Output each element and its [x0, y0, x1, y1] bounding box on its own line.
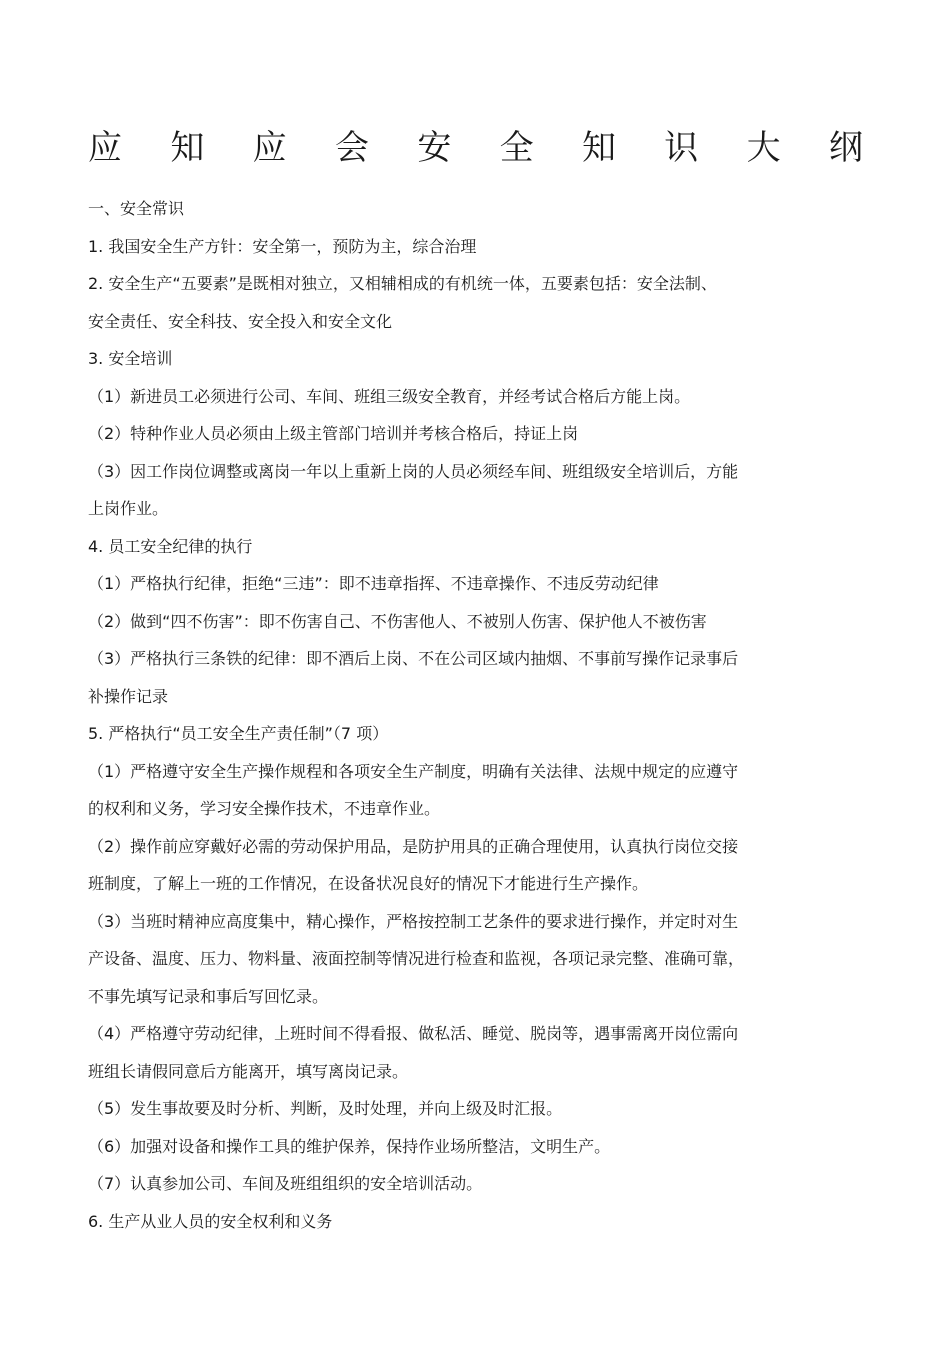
page-title	[88, 120, 863, 176]
text-line: 班组长请假同意后方能离开，填写离岗记录。	[88, 1061, 409, 1081]
text-line: 产设备、温度、压力、物料量、液面控制等情况进行检查和监视，各项记录完整、准确可靠，	[88, 949, 745, 968]
text-line: 1. 我国安全生产方针：安全第一，预防为主，综合治理	[88, 236, 477, 256]
title-char: 应	[88, 128, 122, 168]
text-line: （3）严格执行三条铁的纪律：即不酒后上岗、不在公司区域内抽烟、不事前写操作记录事后	[88, 649, 739, 668]
text-line: （2）操作前应穿戴好必需的劳动保护用品，是防护用具的正确合理使用，认真执行岗位交接	[88, 836, 739, 856]
text-line: 班制度，了解上一班的工作情况，在设备状况良好的情况下才能进行生产操作。	[88, 874, 649, 893]
text-line: 上岗作业。	[88, 499, 169, 518]
text-line: 2. 安全生产“五要素”是既相对独立，又相辅相成的有机统一体，五要素包括：安全法制、	[88, 274, 717, 293]
text-line: 安全责任、安全科技、安全投入和安全文化	[88, 311, 393, 331]
title-char: 会	[334, 128, 369, 168]
text-line: 不事先填写记录和事后写回忆录。	[88, 986, 329, 1006]
text-line: 的权利和义务，学习安全操作技术，不违章作业。	[88, 799, 441, 818]
text-line: （1）严格遵守安全生产操作规程和各项安全生产制度，明确有关法律、法规中规定的应遵守	[88, 761, 739, 781]
text-line: （5）发生事故要及时分析、判断，及时处理，并向上级及时汇报。	[88, 1099, 563, 1118]
title-char: 知	[581, 128, 616, 168]
title-char: 识	[664, 128, 699, 168]
text-line: （7）认真参加公司、车间及班组组织的安全培训活动。	[88, 1174, 483, 1193]
text-line: 5. 严格执行“员工安全生产责任制”（7 项）	[88, 724, 389, 743]
text-line: （6）加强对设备和操作工具的维护保养，保持作业场所整洁，文明生产。	[88, 1136, 611, 1156]
title-char: 应	[252, 128, 287, 168]
text-line: （3）因工作岗位调整或离岗一年以上重新上岗的人员必须经车间、班组级安全培训后，方能	[88, 461, 739, 481]
text-line: 6. 生产从业人员的安全权利和义务	[88, 1211, 333, 1231]
text-line: （1）新进员工必须进行公司、车间、班组三级安全教育，并经考试合格后方能上岗。	[88, 386, 691, 406]
title-char: 全	[499, 128, 534, 168]
document-body	[88, 190, 848, 1240]
text-line: （4）严格遵守劳动纪律，上班时间不得看报、做私活、睡觉、脱岗等，遇事需离开岗位需向	[88, 1024, 739, 1043]
text-line: （2）特种作业人员必须由上级主管部门培训并考核合格后，持证上岗	[88, 424, 579, 443]
text-line: 3. 安全培训	[88, 349, 173, 368]
section-heading: 一、安全常识	[88, 199, 185, 218]
text-line: （3）当班时精神应高度集中，精心操作，严格按控制工艺条件的要求进行操作，并定时对生	[88, 911, 739, 931]
text-line: 补操作记录	[88, 686, 169, 706]
text-line: （1）严格执行纪律，拒绝“三违”：即不违章指挥、不违章操作、不违反劳动纪律	[88, 574, 659, 593]
text-line: 4. 员工安全纪律的执行	[88, 536, 253, 556]
title-char: 知	[170, 128, 205, 168]
title-char: 大	[746, 128, 781, 168]
title-char: 安	[417, 128, 452, 168]
text-line: （2）做到“四不伤害”：即不伤害自己、不伤害他人、不被别人伤害、保护他人不被伤害	[88, 611, 707, 631]
title-char: 纲	[828, 128, 863, 168]
